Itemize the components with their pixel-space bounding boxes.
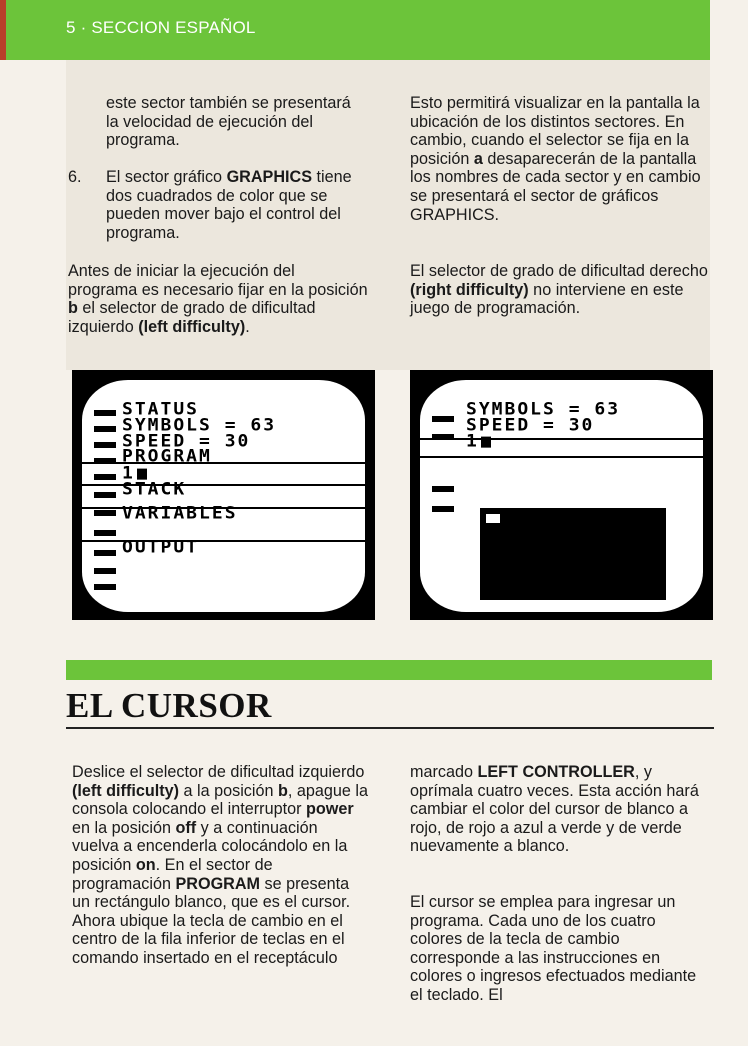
item-6-text: El sector gráfico GRAPHICS tiene dos cuadrados de color que se pueden mover bajo el control del programa. bbox=[106, 168, 352, 242]
tick bbox=[94, 550, 116, 556]
tick bbox=[94, 510, 116, 516]
screen-stack-label: STACK bbox=[122, 480, 187, 500]
graphics-square bbox=[486, 514, 500, 523]
tick bbox=[432, 486, 454, 492]
screen-status-label: STATUS bbox=[122, 400, 200, 420]
screen-program-line: 1 bbox=[466, 432, 491, 451]
screen-program-label: PROGRAM bbox=[122, 447, 212, 467]
cursor-block bbox=[481, 437, 491, 448]
screen-image-2 bbox=[410, 370, 713, 620]
screen-symbols-label: SYMBOLS = 63 bbox=[122, 416, 277, 436]
tick bbox=[94, 474, 116, 480]
graphics-area bbox=[480, 508, 666, 600]
bottom-right-paragraph-2: El cursor se emplea para ingresar un programa. Cada uno de los cuatro colores de la tecla de cambio corresponde a las instrucciones en colores o ingresos efectuados mediante el teclado. El bbox=[410, 893, 697, 1004]
right-paragraph-1: Esto permitirá visualizar en la pantalla la ubicación de los distintos sectores. En cambio, cuando el selector se fija en la posición a desaparecerán de la pantalla los nombres de cada sector y en cambio se presentará el sector de gráficos GRAPHICS. bbox=[410, 94, 701, 224]
screen-1-display bbox=[82, 380, 365, 612]
divider bbox=[420, 438, 703, 440]
tick bbox=[94, 530, 116, 536]
screen-2-display bbox=[420, 380, 703, 612]
page-header: 5 · SECCION ESPAÑOL bbox=[66, 18, 256, 37]
section-band bbox=[66, 660, 712, 680]
screen-image-1 bbox=[72, 370, 375, 620]
cursor-block bbox=[137, 469, 147, 480]
instruction-paragraph: Antes de iniciar la ejecución del programa es necesario fijar en la posición b el selector de grado de dificultad izquierdo (left difficulty). bbox=[68, 262, 368, 336]
tick bbox=[94, 410, 116, 416]
tick bbox=[432, 434, 454, 440]
screen-variables-label: VARIABLES bbox=[122, 504, 238, 524]
tick bbox=[94, 442, 116, 448]
item-number: 6. bbox=[68, 168, 82, 186]
bottom-left-paragraph: Deslice el selector de dificultad izquierdo (left difficulty) a la posición b, apague la consola colocando el interruptor power en la posición off y a continuación vuelva a encenderla colocándolo en la posición on. En el sector de programación PROGRAM se presenta un rectángulo blanco, que es el cursor. Ahora ubique la tecla de cambio en el centro de la fila inferior de teclas en el comando insertado en el receptáculo bbox=[72, 763, 368, 967]
tick bbox=[94, 584, 116, 590]
right-paragraph-2: El selector de grado de dificultad derecho (right difficulty) no interviene en este juego de programación. bbox=[410, 262, 708, 318]
tick bbox=[432, 416, 454, 422]
tick bbox=[94, 458, 116, 464]
continuation-text: este sector también se presentará la velocidad de ejecución del programa. bbox=[106, 94, 351, 150]
screen-program-line: 1 bbox=[122, 464, 147, 483]
bottom-right-paragraph-1: marcado LEFT CONTROLLER, y oprímala cuatro veces. Esta acción hará cambiar el color del cursor de blanco a rojo, de rojo a azul a verde y de verde nuevamente a blanco. bbox=[410, 763, 699, 856]
tick bbox=[94, 426, 116, 432]
screen-speed-label: SPEED = 30 bbox=[122, 432, 251, 452]
tick bbox=[432, 506, 454, 512]
section-title: EL CURSOR bbox=[66, 686, 272, 725]
tick bbox=[94, 568, 116, 574]
section-rule bbox=[66, 727, 714, 729]
screen-symbols-label: SYMBOLS = 63 bbox=[466, 400, 621, 420]
divider bbox=[420, 456, 703, 458]
tick bbox=[94, 492, 116, 498]
screen-speed-label: SPEED = 30 bbox=[466, 416, 595, 436]
screen-output-label: OUTPUT bbox=[122, 538, 200, 558]
